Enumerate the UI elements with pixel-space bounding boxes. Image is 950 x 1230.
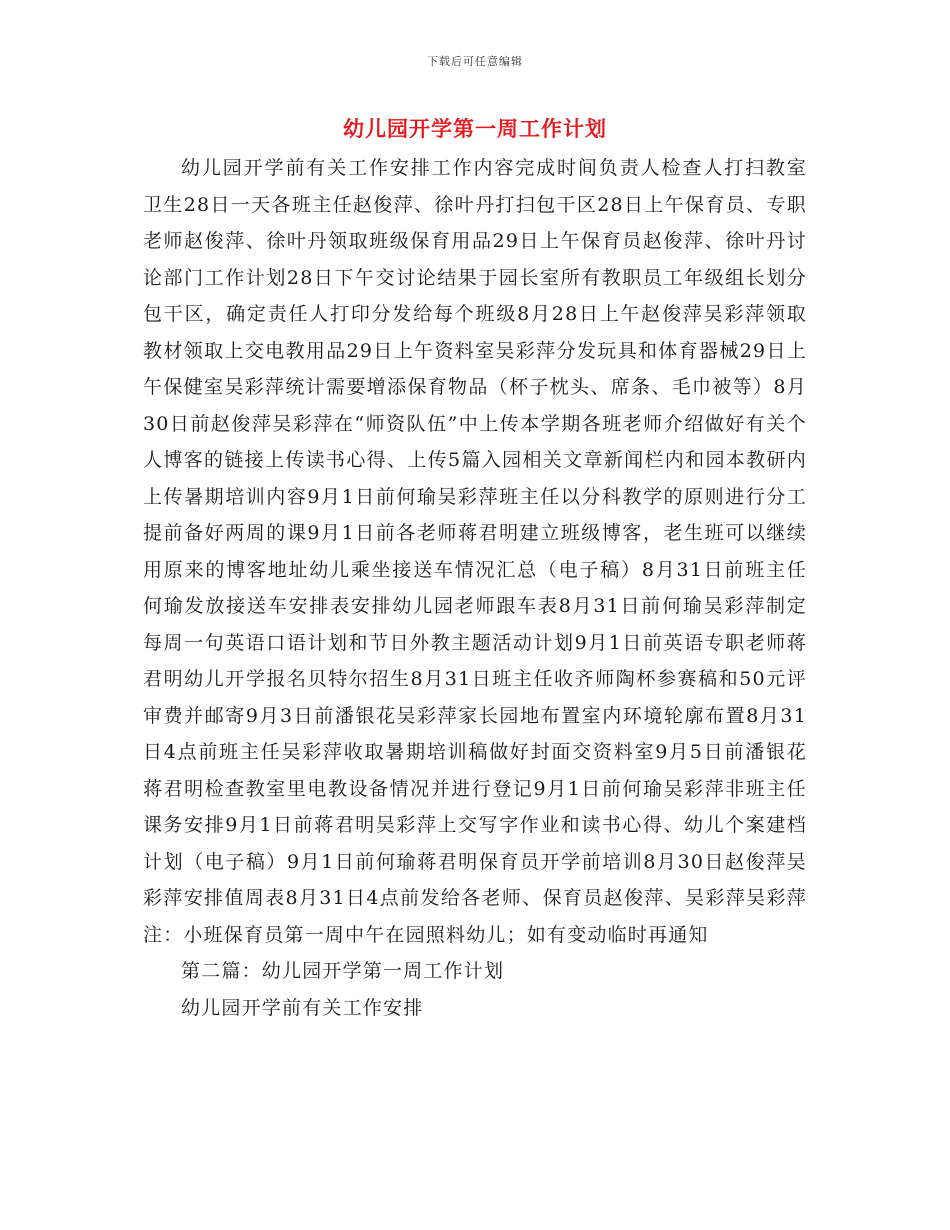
document-body — [143, 150, 807, 1026]
body-paragraph-section-heading: 第二篇：幼儿园开学第一周工作计划 — [181, 960, 505, 982]
header-note: 下载后可任意编辑 — [427, 55, 523, 68]
body-paragraph-main: 幼儿园开学前有关工作安排工作内容完成时间负责人检查人打扫教室卫生28日一天各班主任赵俊萍、徐叶丹打扫包干区28日上午保育员、专职老师赵俊萍、徐叶丹领取班级保育用品29日上午保育员赵俊萍、徐叶丹讨论部门工作计划28日下午交讨论结果于园长室所有教职员工年级组长划分包干区，确定责任人打印分发给每个班级8月28日上午赵俊萍吴彩萍领取教材领取上交电教用品29日上午资料室吴彩萍分发玩具和体育器械29日上午保健室吴彩萍统计需要增添保育物品（杯子枕头、席条、毛巾被等）8月30日前赵俊萍吴彩萍在“师资队伍”中上传本学期各班老师介绍做好有关个人博客的链接上传读书心得、上传5篇入园相关文章新闻栏内和园本教研内上传暑期培训内容9月1日前何瑜吴彩萍班主任以分科教学的原则进行分工提前备好两周的课9月1日前各老师蒋君明建立班级博客，老生班可以继续用原来的博客地址幼儿乘坐接送车情况汇总（电子稿）8月31日前班主任何瑜发放接送车安排表安排幼儿园老师跟车表8月31日前何瑜吴彩萍制定每周一句英语口语计划和节日外教主题活动计划9月1日前英语专职老师蒋君明幼儿开学报名贝特尔招生8月31日班主任收齐师陶杯参赛稿和50元评审费并邮寄9月3日前潘银花吴彩萍家长园地布置室内环境轮廓布置8月31日4点前班主任吴彩萍收取暑期培训稿做好封面交资料室9月5日前潘银花蒋君明检查教室里电教设备情况并进行登记9月1日前何瑜吴彩萍非班主任课务安排9月1日前蒋君明吴彩萍上交写字作业和读书心得、幼儿个案建档计划（电子稿）9月1日前何瑜蒋君明保育员开学前培训8月30日赵俊萍吴彩萍安排值周表8月31日4点前发给各老师、保育员赵俊萍、吴彩萍吴彩萍注：小班保育员第一周中午在园照料幼儿；如有变动临时再通知 — [143, 157, 807, 946]
document-title: 幼儿园开学第一周工作计划 — [343, 117, 607, 141]
body-paragraph-subheading: 幼儿园开学前有关工作安排 — [181, 996, 424, 1019]
